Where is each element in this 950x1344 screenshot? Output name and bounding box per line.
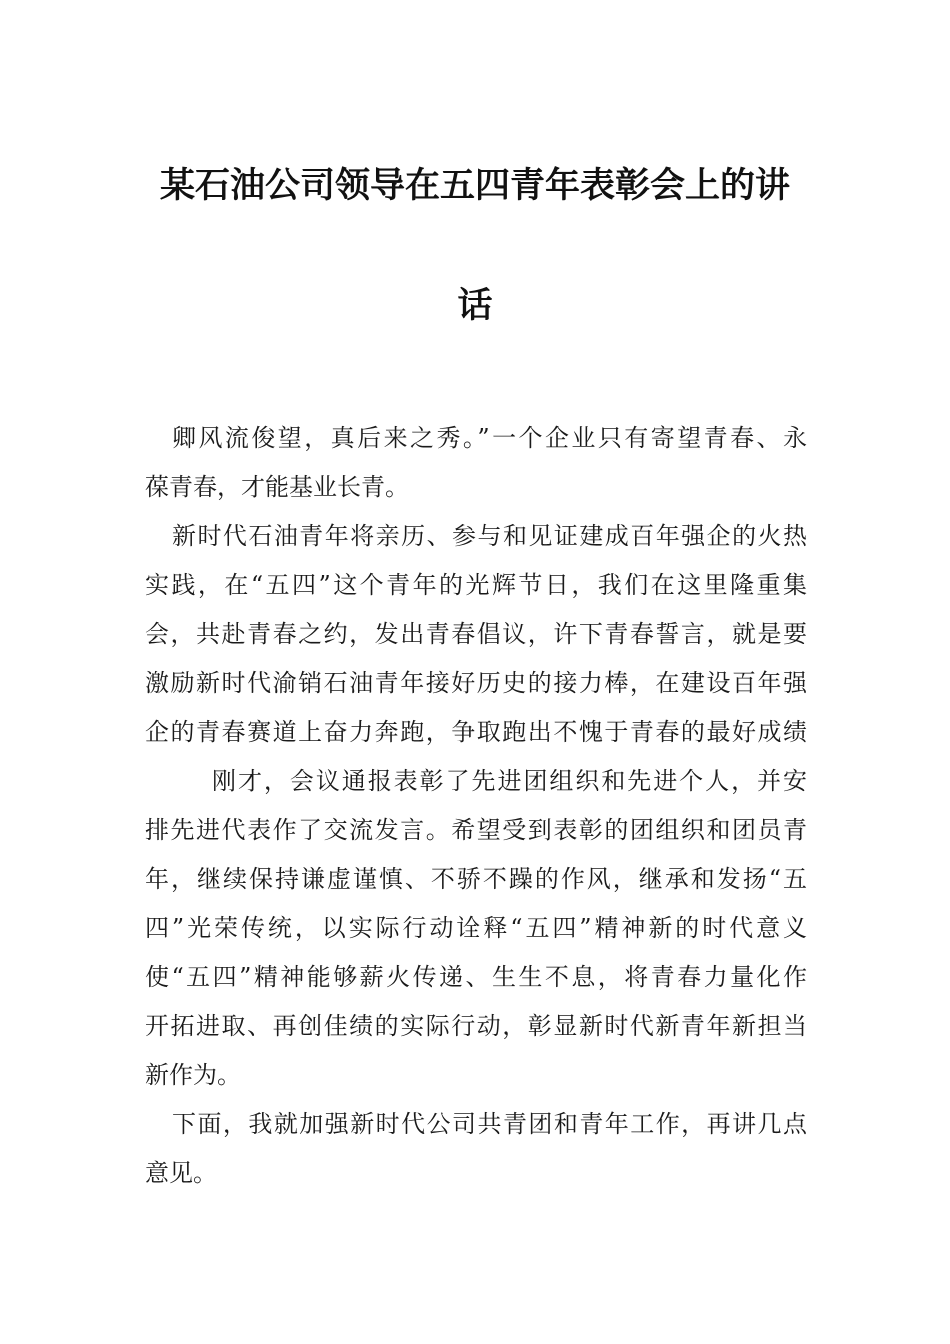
body-line: 葆青春，才能基业长青。	[145, 473, 409, 501]
body-line: 使“五四”精神能够薪火传递、生生不息，将青春力量化作	[145, 963, 807, 991]
body-line: 会，共赴青春之约，发出青春倡议，许下青春誓言，就是要	[145, 620, 807, 648]
document-title-line-1: 某石油公司领导在五四青年表彰会上的讲	[159, 166, 790, 206]
body-line: 卿风流俊望，真后来之秀。”一个企业只有寄望青春、永	[172, 424, 807, 452]
body-line: 新时代石油青年将亲历、参与和见证建成百年强企的火热	[172, 522, 807, 550]
body-line: 刚才，会议通报表彰了先进团组织和先进个人，并安	[212, 767, 807, 795]
body-line: 激励新时代渝销石油青年接好历史的接力棒，在建设百年强	[145, 669, 807, 697]
body-line: 企的青春赛道上奋力奔跑，争取跑出不愧于青春的最好成绩	[145, 718, 807, 746]
body-line: 排先进代表作了交流发言。希望受到表彰的团组织和团员青	[145, 816, 807, 844]
body-line: 意见。	[145, 1159, 217, 1187]
body-line: 四”光荣传统，以实际行动诠释“五四”精神新的时代意义	[145, 914, 807, 942]
body-line: 新作为。	[145, 1061, 241, 1089]
document-title-line-2: 话	[457, 286, 493, 326]
body-line: 实践，在“五四”这个青年的光辉节日，我们在这里隆重集	[145, 571, 807, 599]
body-line: 开拓进取、再创佳绩的实际行动，彰显新时代新青年新担当	[145, 1012, 807, 1040]
body-line: 年，继续保持谦虚谨慎、不骄不躁的作风，继承和发扬“五	[145, 865, 807, 893]
document-body	[145, 414, 807, 1198]
body-line: 下面，我就加强新时代公司共青团和青年工作，再讲几点	[172, 1110, 807, 1138]
